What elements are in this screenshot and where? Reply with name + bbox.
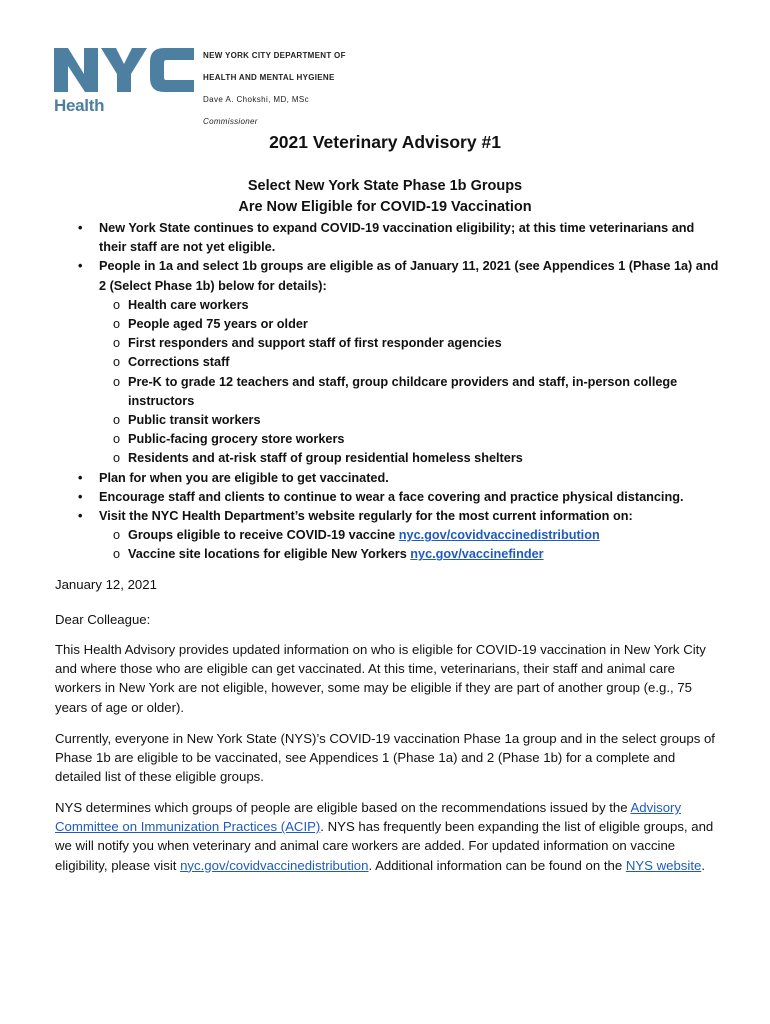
acip-link[interactable]: Advisory Committee on Immunization Practices (ACIP) xyxy=(55,800,682,835)
bullet-item xyxy=(55,469,720,488)
sub-bullet-item xyxy=(55,449,720,468)
sub-bullet-item xyxy=(55,334,720,353)
bullet-text: Visit the NYC Health Department’s website regularly for the most current information on: xyxy=(99,509,633,524)
sub-bullet-item xyxy=(55,545,720,564)
paragraph-1: This Health Advisory provides updated information on who is eligible for COVID-19 vaccination in New York City and where those who are eligible can get vaccinated. At this time, veterinarians, their staff and animal care workers in New York are not eligible, however, some may be eligible if they are part of another group (e.g., 75 years of age or older). xyxy=(55,642,706,715)
letter-date: January 12, 2021 xyxy=(55,577,157,592)
paragraph-3-text-c: . Additional information can be found on the xyxy=(368,857,626,873)
sub-bullet-item xyxy=(55,296,720,315)
sub-bullet-item xyxy=(55,373,720,411)
sub-bullet-text: Residents and at-risk staff of group residential homeless shelters xyxy=(128,451,523,466)
bullet-icon: • xyxy=(78,221,83,235)
advisory-title: 2021 Veterinary Advisory #1 xyxy=(269,132,501,152)
covid-vaccine-distribution-link[interactable]: nyc.gov/covidvaccinedistribution xyxy=(398,528,600,543)
sub-bullet-text: First responders and support staff of first responder agencies xyxy=(128,336,502,351)
bullet-text: People in 1a and select 1b groups are eligible as of January 11, 2021 (see Appendices 1 (Phase 1a) and 2 (Select Phase 1b) below for details): xyxy=(99,259,719,293)
sub-bullet-text: Public transit workers xyxy=(128,413,261,428)
circle-bullet-icon: o xyxy=(113,355,121,370)
sub-bullet-text: Vaccine site locations for eligible New Yorkers xyxy=(128,547,407,562)
paragraph-3-text-d: . xyxy=(701,857,705,873)
advisory-subtitle xyxy=(0,176,770,218)
bullet-item xyxy=(55,219,720,257)
circle-bullet-icon: o xyxy=(113,528,121,543)
letter-salutation: Dear Colleague: xyxy=(55,612,151,627)
sub-bullet-item xyxy=(55,430,720,449)
sub-bullet-item xyxy=(55,353,720,372)
commissioner-name: Dave A. Chokshi, MD, MSc xyxy=(203,95,310,104)
paragraph-2: Currently, everyone in New York State (NYS)’s COVID-19 vaccination Phase 1a group and in the select groups of Phase 1b are eligible to be vaccinated, see Appendices 1 (Phase 1a) and 2 (Phase 1b) for a complete and detailed list of these eligible groups. xyxy=(55,731,715,785)
circle-bullet-icon: o xyxy=(113,451,121,466)
vaccine-finder-link[interactable]: nyc.gov/vaccinefinder xyxy=(410,547,544,562)
sub-bullet-text: Corrections staff xyxy=(128,355,230,370)
key-points-list xyxy=(55,219,720,565)
sub-bullet-text: Groups eligible to receive COVID-19 vaccine xyxy=(128,528,396,543)
sub-bullet-text: People aged 75 years or older xyxy=(128,317,308,332)
sub-bullet-text: Health care workers xyxy=(128,297,249,312)
circle-bullet-icon: o xyxy=(113,547,121,562)
paragraph-3 xyxy=(55,798,720,875)
bullet-text: Plan for when you are eligible to get vaccinated. xyxy=(99,470,389,485)
nyc-health-logo xyxy=(54,44,196,116)
bullet-text: Encourage staff and clients to continue to wear a face covering and practice physical distancing. xyxy=(99,489,684,504)
commissioner-title: Commissioner xyxy=(203,117,258,126)
nyc-logo-mark xyxy=(54,44,196,96)
bullet-icon: • xyxy=(78,470,83,485)
bullet-icon: • xyxy=(78,259,83,274)
bullet-item xyxy=(55,488,720,507)
circle-bullet-icon: o xyxy=(113,413,121,428)
paragraph-3-text-b: . NYS has frequently been expanding the list of eligible groups, and we will notify you when veterinary and animal care workers are added. For updated information on vaccine eligibility, please visit xyxy=(55,819,714,873)
circle-bullet-icon: o xyxy=(113,432,121,447)
sub-bullet-item xyxy=(55,411,720,430)
sub-bullet-item xyxy=(55,526,720,545)
dept-line-1: NEW YORK CITY DEPARTMENT OF xyxy=(203,51,346,60)
sub-bullet-text: Public-facing grocery store workers xyxy=(128,432,345,447)
nys-website-link[interactable]: NYS website xyxy=(625,857,702,873)
bullet-text: New York State continues to expand COVID-19 vaccination eligibility; at this time veterinarians and their staff are not yet eligible. xyxy=(99,221,695,255)
sub-bullet-text: Pre-K to grade 12 teachers and staff, group childcare providers and staff, in-person college instructors xyxy=(128,374,678,408)
bullet-item xyxy=(55,507,720,526)
bullet-item xyxy=(55,257,720,295)
subtitle-line-1: Select New York State Phase 1b Groups xyxy=(247,178,523,194)
covid-vaccine-distribution-link-2[interactable]: nyc.gov/covidvaccinedistribution xyxy=(180,857,369,873)
paragraph-3-text-a: NYS determines which groups of people are eligible based on the recommendations issued by the xyxy=(55,800,631,815)
sub-bullet-item xyxy=(55,315,720,334)
bullet-icon: • xyxy=(78,489,83,504)
dept-line-2: HEALTH AND MENTAL HYGIENE xyxy=(203,73,335,82)
logo-health-text: Health xyxy=(54,96,105,115)
subtitle-line-2: Are Now Eligible for COVID-19 Vaccination xyxy=(238,199,532,215)
circle-bullet-icon: o xyxy=(113,317,121,332)
circle-bullet-icon: o xyxy=(113,374,121,389)
bullet-icon: • xyxy=(78,509,83,524)
circle-bullet-icon: o xyxy=(113,297,121,312)
department-block xyxy=(203,50,346,127)
circle-bullet-icon: o xyxy=(113,336,121,351)
